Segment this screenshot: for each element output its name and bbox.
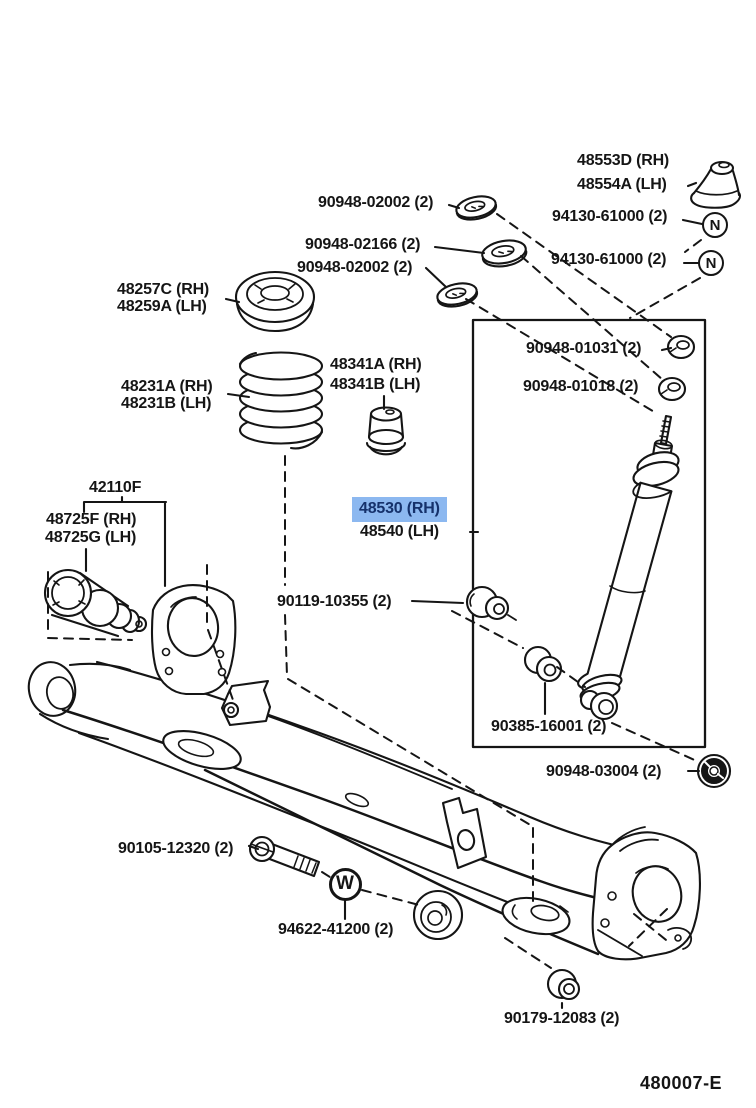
bolt-drawing: [467, 587, 516, 620]
grommet-drawing: [659, 378, 685, 400]
dust-cover-drawing: [691, 162, 740, 208]
part-number-label[interactable]: 90948-01031 (2): [526, 340, 642, 357]
part-number-label[interactable]: 90948-02002 (2): [297, 259, 413, 276]
part-number-label[interactable]: 48540 (LH): [360, 523, 439, 540]
shock-bushing-drawing: [525, 647, 561, 681]
part-number-label[interactable]: 48231A (RH): [121, 378, 213, 395]
grommet-drawing: [668, 336, 694, 358]
nut-drawing: [548, 970, 579, 999]
part-number-label[interactable]: 48257C (RH): [117, 281, 210, 298]
bolt-drawing: [250, 837, 319, 876]
part-number-label[interactable]: 90179-12083 (2): [504, 1010, 620, 1027]
part-number-label[interactable]: 48341A (RH): [330, 356, 422, 373]
part-number-label[interactable]: 48725F (RH): [46, 511, 137, 528]
washer-drawing: [480, 237, 528, 269]
part-number-label[interactable]: 90948-02166 (2): [305, 236, 421, 253]
circled-w-marker: W: [329, 868, 362, 901]
part-number-label[interactable]: 90119-10355 (2): [277, 593, 392, 610]
part-number-label[interactable]: 48259A (LH): [117, 298, 207, 315]
circled-n-marker: N: [702, 212, 728, 238]
bump-stop-drawing: [367, 408, 405, 455]
part-number-label[interactable]: 90948-01018 (2): [523, 378, 639, 395]
part-number-label[interactable]: 94622-41200 (2): [278, 921, 394, 938]
part-number-label[interactable]: 90948-03004 (2): [546, 763, 662, 780]
part-number-label[interactable]: 48341B (LH): [330, 376, 421, 393]
part-number-label[interactable]: 90105-12320 (2): [118, 840, 234, 857]
part-number-label[interactable]: 42110F: [89, 479, 142, 496]
part-number-label[interactable]: 48231B (LH): [121, 395, 212, 412]
part-number-label[interactable]: 94130-61000 (2): [552, 208, 668, 225]
grommet-drawing: [698, 755, 730, 787]
part-number-label[interactable]: 48725G (LH): [45, 529, 137, 546]
part-number-label[interactable]: 94130-61000 (2): [551, 251, 667, 268]
shock-absorber-drawing: [578, 416, 681, 719]
part-number-label[interactable]: 48554A (LH): [577, 176, 667, 193]
beam-bushing-drawing: [45, 570, 146, 636]
spring-seat-drawing: [236, 272, 314, 331]
part-number-label[interactable]: 48553D (RH): [577, 152, 670, 169]
washer-drawing: [454, 193, 498, 223]
circled-n-marker: N: [698, 250, 724, 276]
part-number-label[interactable]: 90385-16001 (2): [491, 718, 607, 735]
part-number-label-selected[interactable]: 48530 (RH): [352, 497, 447, 522]
coil-spring-drawing: [240, 353, 322, 449]
part-number-label[interactable]: 90948-02002 (2): [318, 194, 434, 211]
diagram-page-code: 480007-E: [640, 1073, 723, 1093]
